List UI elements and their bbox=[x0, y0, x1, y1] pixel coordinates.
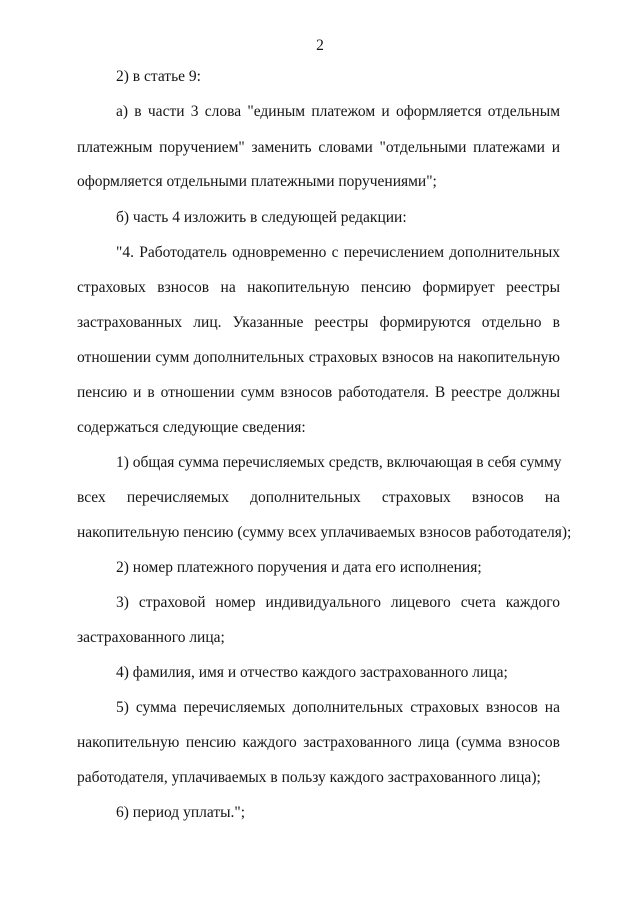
list-item-6: 6) период уплаты."; bbox=[116, 804, 246, 821]
paragraph-line: содержаться следующие сведения: bbox=[77, 419, 306, 436]
paragraph-line: накопительную пенсию (сумму всех уплачиваемых взносов работодателя); bbox=[77, 524, 572, 541]
paragraph-line: страховых взносов на накопительную пенсию формирует реестры bbox=[77, 279, 560, 296]
paragraph-line: накопительную пенсию каждого застрахованного лица (сумма взносов bbox=[77, 734, 560, 751]
paragraph-line-subitem-b: б) часть 4 изложить в следующей редакции: bbox=[116, 209, 407, 226]
list-item-4: 4) фамилия, имя и отчество каждого застрахованного лица; bbox=[116, 664, 508, 681]
paragraph-line: пенсию и в отношении сумм взносов работодателя. В реестре должны bbox=[77, 384, 560, 401]
list-item-2: 2) номер платежного поручения и дата его исполнения; bbox=[116, 559, 482, 576]
paragraph-line: оформляется отдельными платежными поручениями"; bbox=[77, 173, 437, 190]
paragraph-line: отношении сумм дополнительных страховых взносов на накопительную bbox=[77, 349, 560, 366]
paragraph-line: всех перечисляемых дополнительных страховых взносов на bbox=[77, 489, 560, 506]
list-item-5: 5) сумма перечисляемых дополнительных страховых взносов на bbox=[116, 699, 560, 716]
page-number: 2 bbox=[316, 37, 324, 54]
paragraph-line: работодателя, уплачиваемых в пользу каждого застрахованного лица); bbox=[77, 769, 541, 786]
paragraph-line-part-4: "4. Работодатель одновременно с перечислением дополнительных bbox=[116, 244, 560, 261]
list-item-1: 1) общая сумма перечисляемых средств, включающая в себя сумму bbox=[116, 454, 562, 471]
paragraph-line: платежным поручением" заменить словами "отдельными платежами и bbox=[77, 139, 560, 156]
paragraph-line-subitem-a: а) в части 3 слова "единым платежом и оформляется отдельным bbox=[116, 103, 560, 120]
list-item-3: 3) страховой номер индивидуального лицевого счета каждого bbox=[116, 594, 560, 611]
paragraph-line-item-2: 2) в статье 9: bbox=[116, 68, 201, 85]
paragraph-line: застрахованного лица; bbox=[77, 629, 225, 646]
paragraph-line: застрахованных лиц. Указанные реестры формируются отдельно в bbox=[77, 314, 560, 331]
